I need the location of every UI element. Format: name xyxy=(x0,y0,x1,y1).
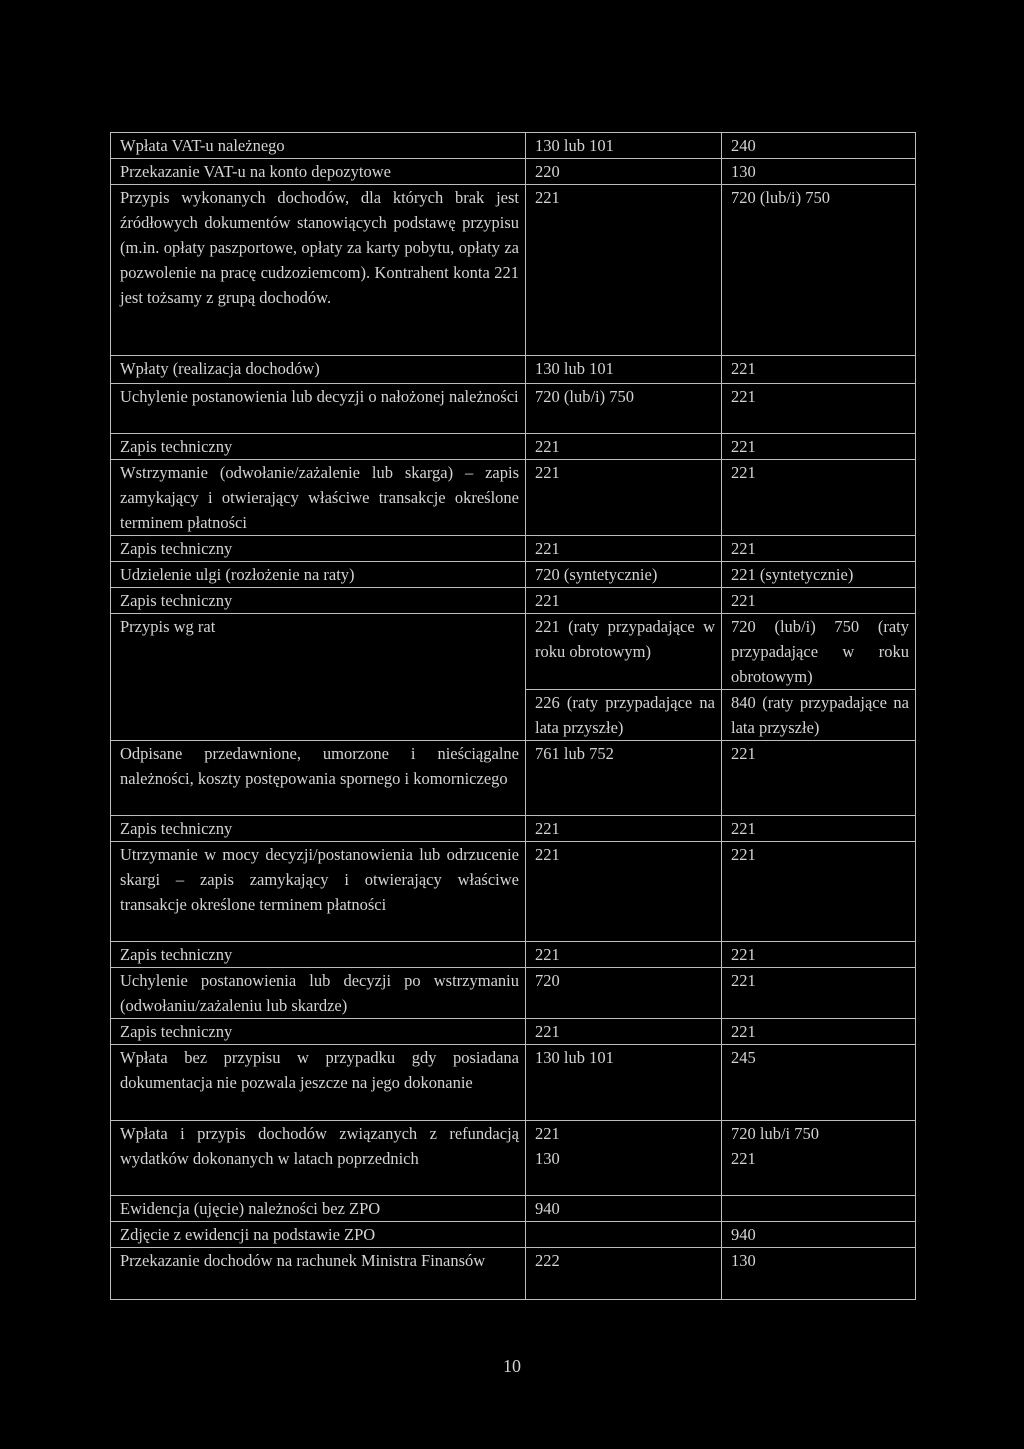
operation-cell: Zdjęcie z ewidencji na podstawie ZPO xyxy=(111,1222,526,1248)
operation-cell: Zapis techniczny xyxy=(111,434,526,460)
table-row xyxy=(111,562,916,588)
table-row xyxy=(111,741,916,816)
credit-account-cell: 720 (lub/i) 750 (raty przypadające w roku obrotowym) xyxy=(722,614,916,690)
table-row xyxy=(111,185,916,356)
credit-account-cell: 221 xyxy=(722,816,916,842)
debit-account-cell: 130 lub 101 xyxy=(526,133,722,159)
credit-account-cell: 130 xyxy=(722,159,916,185)
table-row xyxy=(111,460,916,536)
debit-account-cell: 221 xyxy=(526,460,722,536)
credit-account-cell: 221 xyxy=(722,460,916,536)
table-row xyxy=(111,536,916,562)
operation-cell: Wpłata bez przypisu w przypadku gdy posiadana dokumentacja nie pozwala jeszcze na jego dokonanie xyxy=(111,1045,526,1121)
operation-cell: Udzielenie ulgi (rozłożenie na raty) xyxy=(111,562,526,588)
debit-account-cell: 221 xyxy=(526,842,722,942)
operation-cell: Wstrzymanie (odwołanie/zażalenie lub skarga) – zapis zamykający i otwierający właściwe transakcje określone terminem płatności xyxy=(111,460,526,536)
credit-account-cell: 221 xyxy=(722,1019,916,1045)
debit-account-cell: 221 xyxy=(526,942,722,968)
operation-cell: Zapis techniczny xyxy=(111,942,526,968)
table-row xyxy=(111,1248,916,1300)
debit-account-cell: 221 xyxy=(526,588,722,614)
debit-account-cell xyxy=(526,1121,722,1196)
debit-account-cell: 221 (raty przypadające w roku obrotowym) xyxy=(526,614,722,690)
debit-account-cell: 226 (raty przypadające na lata przyszłe) xyxy=(526,690,722,741)
credit-account-cell: 221 xyxy=(722,942,916,968)
credit-account-cell: 221 xyxy=(722,588,916,614)
table-row xyxy=(111,356,916,384)
credit-account-cell: 221 xyxy=(722,434,916,460)
operation-cell: Wpłata i przypis dochodów związanych z refundacją wydatków dokonanych w latach poprzednich xyxy=(111,1121,526,1196)
debit-account-cell: 720 (syntetycznie) xyxy=(526,562,722,588)
credit-account-cell: 221 xyxy=(722,741,916,816)
operation-cell: Zapis techniczny xyxy=(111,536,526,562)
table-row xyxy=(111,816,916,842)
credit-account-line: 720 lub/i 750 xyxy=(731,1124,820,1143)
debit-account-cell xyxy=(526,1222,722,1248)
table-row xyxy=(111,1045,916,1121)
operation-cell: Zapis techniczny xyxy=(111,588,526,614)
credit-account-cell: 221 (syntetycznie) xyxy=(722,562,916,588)
debit-account-cell: 130 lub 101 xyxy=(526,356,722,384)
debit-account-line: 130 xyxy=(535,1149,560,1168)
debit-account-cell: 221 xyxy=(526,536,722,562)
table-row xyxy=(111,434,916,460)
table-row xyxy=(111,588,916,614)
debit-account-cell: 720 (lub/i) 750 xyxy=(526,384,722,434)
operation-cell: Wpłaty (realizacja dochodów) xyxy=(111,356,526,384)
credit-account-cell: 240 xyxy=(722,133,916,159)
debit-account-cell: 720 xyxy=(526,968,722,1019)
credit-account-line: 221 xyxy=(731,1149,756,1168)
operation-cell: Odpisane przedawnione, umorzone i nieściągalne należności, koszty postępowania spornego i komorniczego xyxy=(111,741,526,816)
table-row xyxy=(111,1121,916,1196)
credit-account-cell: 221 xyxy=(722,842,916,942)
credit-account-cell: 720 (lub/i) 750 xyxy=(722,185,916,356)
table-row xyxy=(111,133,916,159)
table-row xyxy=(111,942,916,968)
operation-cell: Ewidencja (ujęcie) należności bez ZPO xyxy=(111,1196,526,1222)
operation-cell: Zapis techniczny xyxy=(111,1019,526,1045)
operation-cell: Przekazanie VAT-u na konto depozytowe xyxy=(111,159,526,185)
credit-account-cell: 130 xyxy=(722,1248,916,1300)
credit-account-cell: 940 xyxy=(722,1222,916,1248)
credit-account-cell: 221 xyxy=(722,968,916,1019)
credit-account-cell xyxy=(722,1121,916,1196)
credit-account-cell xyxy=(722,1196,916,1222)
debit-account-cell: 221 xyxy=(526,816,722,842)
table-row xyxy=(111,968,916,1019)
operation-cell: Przypis wg rat xyxy=(111,614,526,741)
operation-cell: Utrzymanie w mocy decyzji/postanowienia lub odrzucenie skargi – zapis zamykający i otwierający właściwe transakcje określone terminem płatności xyxy=(111,842,526,942)
operation-cell: Przypis wykonanych dochodów, dla których brak jest źródłowych dokumentów stanowiących podstawę przypisu (m.in. opłaty paszportowe, opłaty za karty pobytu, opłaty za pozwolenie na pracę cudzoziemcom). Kontrahent konta 221 jest tożsamy z grupą dochodów. xyxy=(111,185,526,356)
credit-account-cell: 840 (raty przypadające na lata przyszłe) xyxy=(722,690,916,741)
debit-account-cell: 761 lub 752 xyxy=(526,741,722,816)
credit-account-cell: 245 xyxy=(722,1045,916,1121)
operation-cell: Uchylenie postanowienia lub decyzji o nałożonej należności xyxy=(111,384,526,434)
table-row xyxy=(111,384,916,434)
credit-account-cell: 221 xyxy=(722,536,916,562)
table-row xyxy=(111,159,916,185)
debit-account-cell: 221 xyxy=(526,434,722,460)
operation-cell: Przekazanie dochodów na rachunek Ministra Finansów xyxy=(111,1248,526,1300)
table-row xyxy=(111,842,916,942)
operation-cell: Zapis techniczny xyxy=(111,816,526,842)
accounting-table xyxy=(110,132,916,1300)
debit-account-cell: 220 xyxy=(526,159,722,185)
debit-account-cell: 940 xyxy=(526,1196,722,1222)
credit-account-cell: 221 xyxy=(722,384,916,434)
table-row xyxy=(111,1222,916,1248)
table-row xyxy=(111,1019,916,1045)
credit-account-cell: 221 xyxy=(722,356,916,384)
debit-account-cell: 221 xyxy=(526,1019,722,1045)
table-row xyxy=(111,1196,916,1222)
operation-cell: Wpłata VAT-u należnego xyxy=(111,133,526,159)
table-row xyxy=(111,614,916,690)
debit-account-cell: 221 xyxy=(526,185,722,356)
debit-account-line: 221 xyxy=(535,1124,560,1143)
page-number: 10 xyxy=(503,1356,521,1376)
debit-account-cell: 222 xyxy=(526,1248,722,1300)
debit-account-cell: 130 lub 101 xyxy=(526,1045,722,1121)
operation-cell: Uchylenie postanowienia lub decyzji po wstrzymaniu (odwołaniu/zażaleniu lub skardze) xyxy=(111,968,526,1019)
